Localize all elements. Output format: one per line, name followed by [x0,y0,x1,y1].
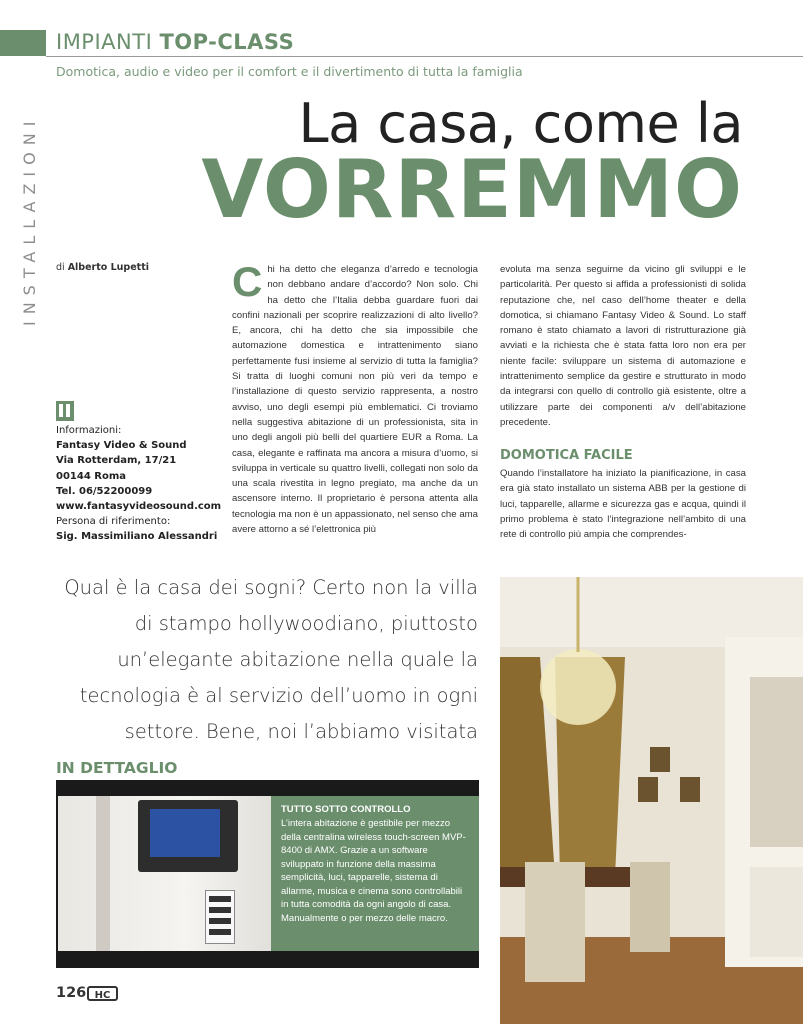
pull-quote: Qual è la casa dei sogni? Certo non la villa di stampo hollywoodiano, piuttosto un’elegante abitazione nella quale la tecnologia è al servizio dell’uomo in ogni settore. Bene, noi l’abbiamo visitata [64,576,478,743]
article-column-2b: Quando l’installatore ha iniziato la pianificazione, in casa era già stato installato un sistema ABB per la gestione di luci, tapparelle, allarme e sicurezza gas e acqua, quindi il primo problema è stato l’integrazione nell’ambito di una rete di controllo più ampia che comprendes- [500,468,746,541]
detail-text: L’intera abitazione è gestibile per mezzo della centralina wireless touch-screen MVP-8400 di AMX. Grazie a un software sviluppato in funzione della massima semplicità, luci, tapparelle, sistema di allarme, musica e cinema sono controllabili in tutta comodità da ogni angolo di casa. Manualmente o per mezzo delle macro. [281,818,466,924]
vertical-label-text: INSTALLAZIONI [20,114,39,326]
info-label: Informazioni: [56,425,122,436]
headline-line-1: La casa, come la [298,92,743,155]
page-number: 126 [56,985,87,1001]
wall-column [96,796,110,951]
subheading-domotica: DOMOTICA FACILE [500,448,633,463]
section-subtitle: Domotica, audio e video per il comfort e il divertimento di tutta la famiglia [56,64,523,79]
info-icon [56,401,74,421]
info-contact-name: Sig. Massimiliano Alessandri [56,531,218,543]
detail-heading: IN DETTAGLIO [56,759,178,777]
header-rule [46,56,803,57]
magazine-logo: HC [87,986,118,1001]
room-illustration [500,577,803,1024]
byline-author: Alberto Lupetti [67,262,150,273]
info-contact-label: Persona di riferimento: [56,516,171,528]
column-1-text: hi ha detto che eleganza d’arredo e tecnologia non debbano andare d’accordo? Non solo. Chi ha detto che l’Italia debba guardare fuori dai confini nazionali per scoprire realizzazioni di alto livello? E, ancora, chi ha detto che sia impossibile che automazione domestica e intrattenimento siano perfettamente fusi insieme al servizio di tutta la famiglia? Si tratta di luoghi comuni non più veri da tempo e l’installazione di questo servizio rappresenta, a nostro avviso, uno degli esempi più emblematici. Ci troviamo nella suggestiva abitazione di un professionista, sita in uno degli angoli più belli del quartiere EUR a Roma. La casa, elegante e raffinata ma ancora a misura d’uomo, si sviluppa in verticale su quattro livelli, collegati non solo da una scala rivestita in legno pregiato, ma anche da un ascensore interno. Il proprietario è persona attenta alla tecnologia ma non è un appassionato, nel senso che ama avere attorno a sé l’elettronica più [232,264,478,536]
info-street: Via Rotterdam, 17/21 [56,455,177,467]
drop-cap: C [232,258,263,305]
section-tab [0,30,46,56]
info-tel: Tel. 06/52200099 [56,485,153,497]
section-title-bold: TOP-CLASS [159,30,295,54]
byline-prefix: di [56,262,65,273]
wall-keypad-icon [205,890,235,944]
info-box [56,423,226,545]
section-title-light: IMPIANTI [56,30,153,54]
info-web[interactable]: www.fantasyvideosound.com [56,501,222,513]
section-title [56,30,294,54]
info-city: 00144 Roma [56,470,127,482]
article-column-2: evoluta ma senza seguirne da vicino gli sviluppi e le particolarità. Per questo si affida a professionisti di solida reputazione che, nel caso dell’home theater e della domotica, si chiamano Fantasy Video & Sound. Lo staff romano è stato chiamato a lavori di ristrutturazione già avviati e la richiesta che è stata fatta loro non era per niente facile: sviluppare un sistema di automazione e intrattenimento semplice da gestire e strutturato in modo da integrarsi con quello di controllo già esistente, oltre a utilizzare parte dei componenti a/v dell’abitazione precedente. [500,264,746,428]
room-photo [500,577,803,1024]
touch-screen-display [150,809,220,857]
vertical-section-label [20,68,40,328]
detail-title: TUTTO SOTTO CONTROLLO [281,804,411,815]
info-company: Fantasy Video & Sound [56,440,187,452]
byline [56,262,149,273]
headline-line-2: VORREMMO [201,143,743,236]
article-column-1 [232,258,478,537]
